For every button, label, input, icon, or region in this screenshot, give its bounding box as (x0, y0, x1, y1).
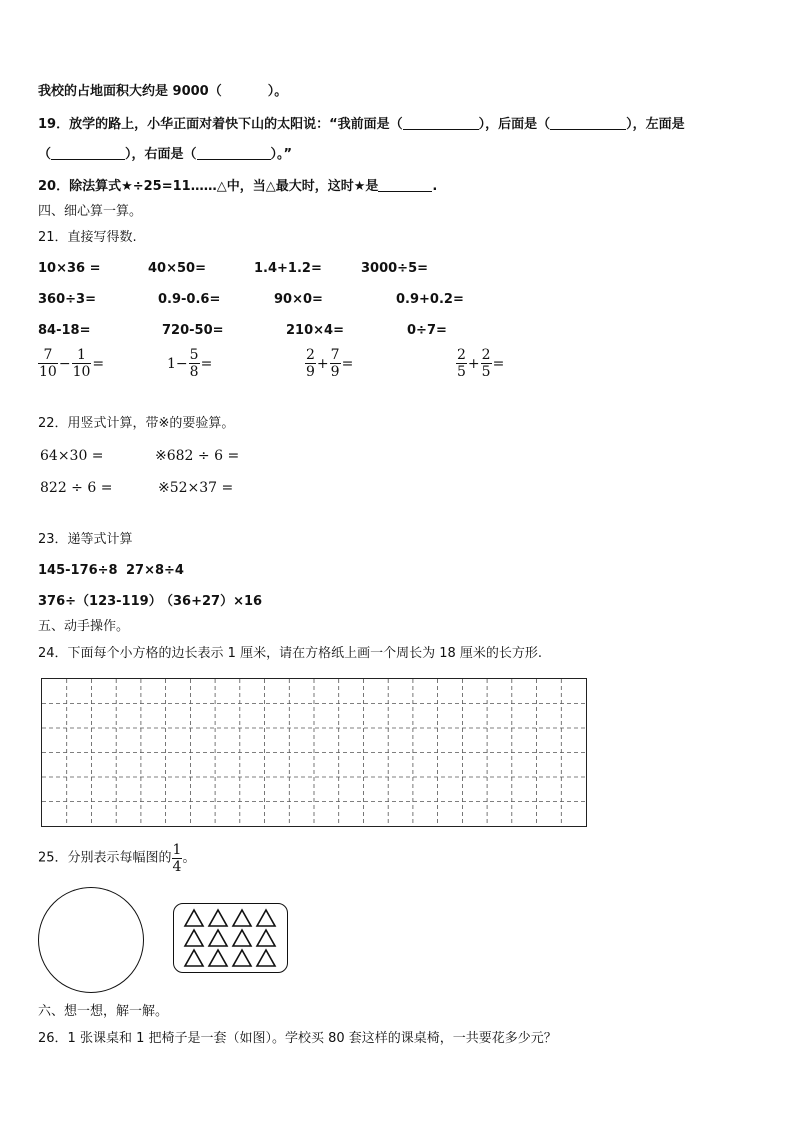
fraction: $\frac{7}{10}$ (39, 347, 57, 380)
q25-fraction: $\frac{1}{4}$ (172, 842, 182, 875)
grid-lines (42, 679, 586, 826)
q19-blank-back[interactable] (550, 115, 626, 130)
square-grid-paper[interactable] (41, 678, 587, 827)
fraction: $\frac{7}{9}$ (330, 347, 340, 380)
q21-r3c3: 210×4= (286, 323, 344, 338)
q20-text: 20．除法算式★÷25=11……△中，当△最大时，这时★是 (38, 179, 379, 194)
q25-suffix: 。 (182, 850, 196, 866)
fraction: $\frac{2}{5}$ (457, 347, 466, 380)
triangle-icon (233, 950, 251, 966)
triangle-icon (185, 950, 203, 966)
triangles-figure[interactable] (173, 903, 288, 973)
triangle-group (174, 904, 286, 971)
q23-item1: 145-176÷8 (38, 563, 118, 578)
q21-frac2: 1− $\frac{5}{8}$ = (167, 347, 213, 380)
triangle-icon (209, 930, 227, 946)
q18-text: 我校的占地面积大约是 9000（ (38, 84, 222, 99)
q22-item3: 822 ÷ 6 = (40, 480, 113, 496)
q21-r2c3: 90×0= (274, 292, 323, 307)
q22-item1: 64×30 = (40, 448, 104, 464)
q19-l2-end: ）。” (270, 147, 293, 162)
q19-line1 (38, 115, 685, 134)
triangle-icon (209, 910, 227, 926)
triangle-icon (185, 910, 203, 926)
q21-title: 21．直接写得数. (38, 230, 137, 245)
triangle-icon (233, 930, 251, 946)
q20-blank[interactable] (378, 177, 432, 192)
q21-r2c4: 0.9+0.2= (396, 292, 464, 307)
q21-frac3: $\frac{2}{9}$ + $\frac{7}{9}$ = (306, 347, 354, 380)
q19-l2-open: （ (38, 147, 52, 162)
section5-heading: 五、动手操作。 (38, 619, 130, 634)
q19-blank-right[interactable] (197, 145, 271, 160)
q20-end: . (432, 179, 438, 194)
q23-item2: 27×8÷4 (126, 563, 184, 578)
q19-prefix: 19．放学的路上，小华正面对着快下山的太阳说：“我前面是（ (38, 117, 403, 132)
q25-prefix: 25．分别表示每幅图的 (38, 850, 172, 866)
fraction: $\frac{2}{9}$ (306, 347, 315, 380)
q25-line (38, 842, 195, 875)
q19-blank-front[interactable] (403, 115, 479, 130)
q22-item2: ※682 ÷ 6 = (155, 448, 240, 464)
q22-title: 22．用竖式计算，带※的要验算。 (38, 416, 235, 431)
q23-item3: 376÷（123-119） (38, 594, 162, 609)
q19-l2-mid: ），右面是（ (125, 147, 197, 162)
q18-line (38, 83, 287, 101)
fraction: $\frac{2}{5}$ (481, 347, 491, 380)
q18-answer-blank[interactable] (222, 83, 268, 97)
q23-title: 23．递等式计算 (38, 532, 133, 547)
q21-frac1: $\frac{7}{10}$ − $\frac{1}{10}$ = (39, 347, 105, 380)
q21-r1c2: 40×50= (148, 261, 206, 276)
triangle-icon (257, 930, 275, 946)
triangle-icon (233, 910, 251, 926)
section6-heading: 六、想一想，解一解。 (38, 1004, 169, 1019)
fraction: $\frac{5}{8}$ (189, 347, 199, 380)
q19-mid1: ），后面是（ (478, 117, 551, 132)
q21-r3c2: 720-50= (162, 323, 224, 338)
q24-title: 24．下面每个小方格的边长表示 1 厘米，请在方格纸上画一个周长为 18 厘米的长方形. (38, 646, 543, 661)
triangle-icon (185, 930, 203, 946)
q19-mid2: ），左面是 (626, 117, 685, 132)
triangle-icon (257, 910, 275, 926)
q19-line2 (38, 145, 292, 164)
q23-item4: （36+27）×16 (160, 594, 263, 609)
circle-figure[interactable] (38, 887, 144, 993)
triangle-icon (209, 950, 227, 966)
triangle-icon (257, 950, 275, 966)
q21-frac4: $\frac{2}{5}$ + $\frac{2}{5}$ = (457, 347, 505, 380)
q21-r1c3: 1.4+1.2= (254, 261, 322, 276)
q21-r2c2: 0.9-0.6= (158, 292, 221, 307)
q20-line (38, 177, 437, 196)
section4-heading: 四、细心算一算。 (38, 204, 143, 219)
q21-r3c4: 0÷7= (407, 323, 447, 338)
q22-item4: ※52×37 = (158, 480, 234, 496)
q21-r1c1: 10×36 = (38, 261, 101, 276)
fraction: $\frac{1}{10}$ (72, 347, 91, 380)
q26-text: 26．1 张课桌和 1 把椅子是一套（如图）。学校买 80 套这样的课桌椅，一共要花多少元？ (38, 1031, 557, 1046)
q21-r2c1: 360÷3= (38, 292, 96, 307)
q21-r3c1: 84-18= (38, 323, 91, 338)
q19-blank-left[interactable] (51, 145, 125, 160)
q21-r1c4: 3000÷5= (361, 261, 429, 276)
q18-close: ）。 (267, 84, 288, 99)
